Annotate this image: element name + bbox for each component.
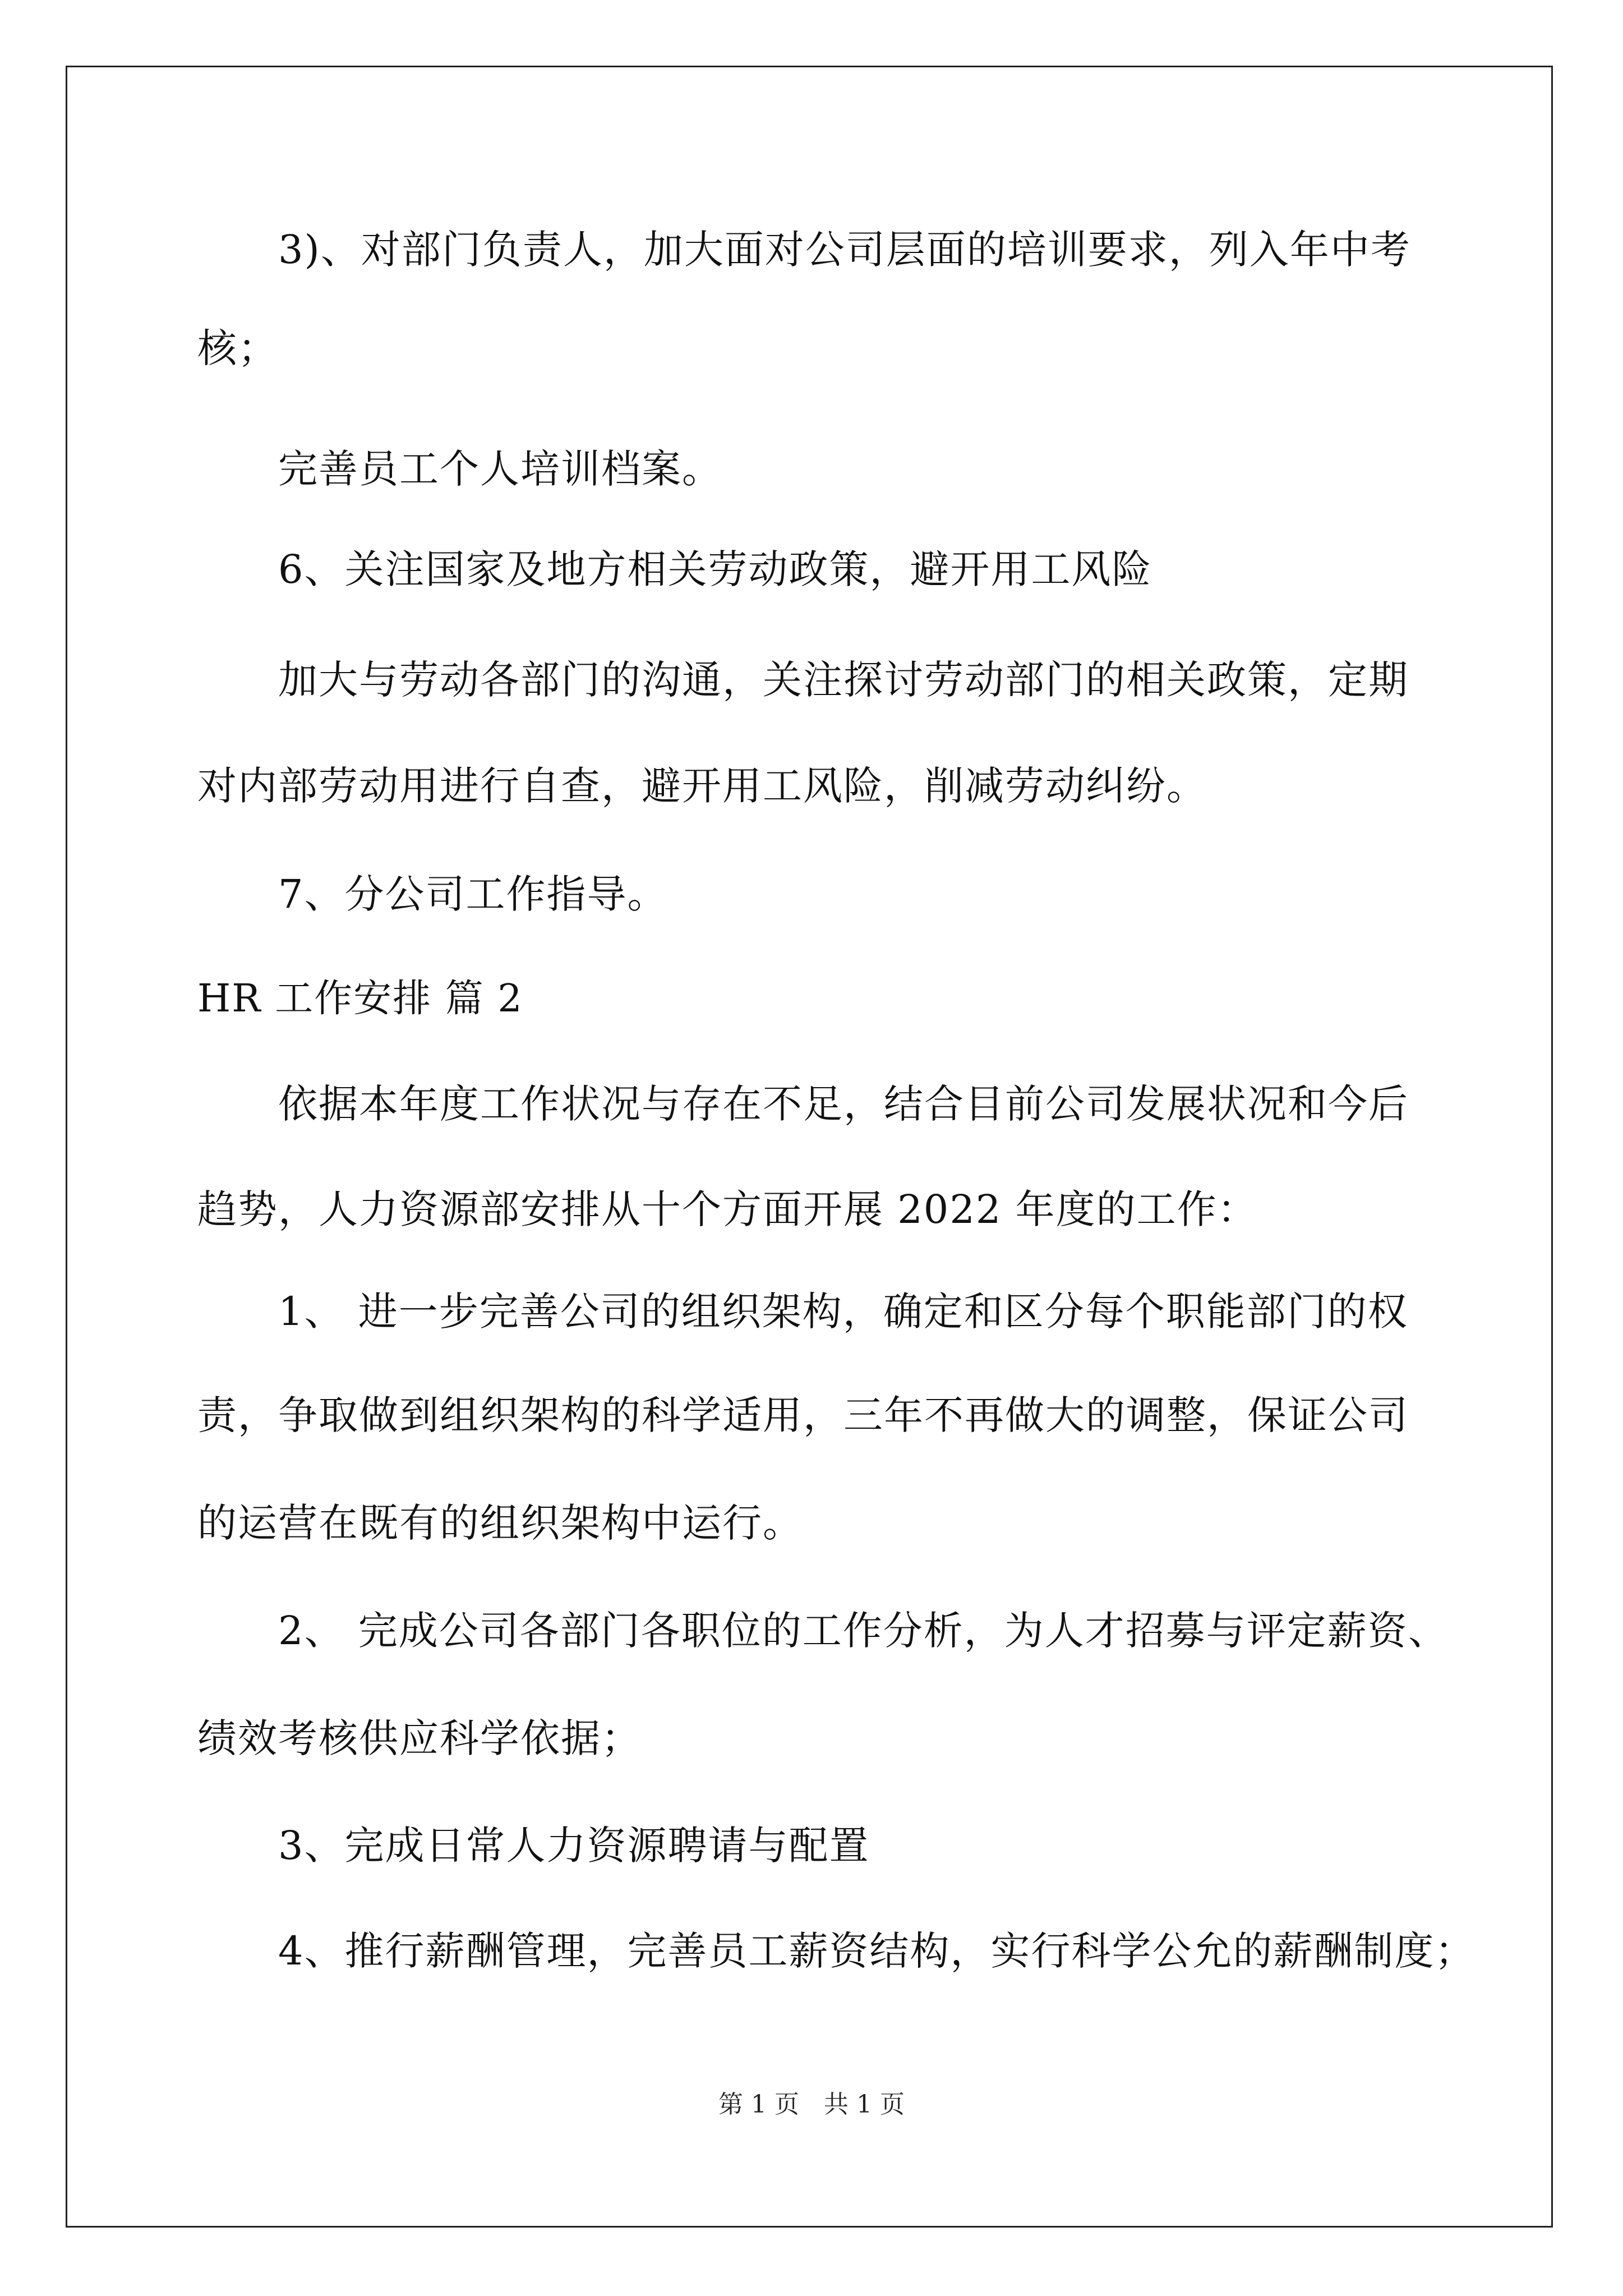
page-border: [66, 66, 1553, 2228]
paragraph-line: 4、推行薪酬管理，完善员工薪资结构，实行科学公允的薪酬制度；: [278, 1928, 1476, 1974]
paragraph-line: 3、完成日常人力资源聘请与配置: [278, 1823, 870, 1869]
paragraph-line: 绩效考核供应科学依据；: [197, 1715, 642, 1761]
paragraph-line: 3)、对部门负责人，加大面对公司层面的培训要求，列入年中考: [278, 227, 1411, 273]
document-title: HR 工作安排 篇 2: [197, 977, 523, 1021]
paragraph-line: 1、 进一步完善公司的组织架构，确定和区分每个职能部门的权: [278, 1289, 1408, 1335]
section-heading: 7、分公司工作指导。: [278, 871, 668, 917]
paragraph-line: 2、 完成公司各部门各职位的工作分析，为人才招募与评定薪资、: [278, 1608, 1449, 1654]
paragraph-line: 加大与劳动各部门的沟通，关注探讨劳动部门的相关政策，定期: [278, 657, 1409, 703]
paragraph-line: 的运营在既有的组织架构中运行。: [197, 1500, 803, 1546]
paragraph-line: 责，争取做到组织架构的科学适用，三年不再做大的调整，保证公司: [197, 1392, 1409, 1438]
paragraph-line: 完善员工个人培训档案。: [278, 446, 722, 492]
paragraph-line: 依据本年度工作状况与存在不足，结合目前公司发展状况和今后: [278, 1081, 1409, 1127]
paragraph-line: 趋势，人力资源部安排从十个方面开展 2022 年度的工作：: [197, 1186, 1258, 1232]
page-footer: 第 1 页 共 1 页: [718, 2090, 905, 2119]
paragraph-line: 对内部劳动用进行自查，避开用工风险，削减劳动纠纷。: [197, 763, 1207, 809]
paragraph-line: 核；: [197, 325, 278, 371]
section-heading: 6、关注国家及地方相关劳动政策，避开用工风险: [278, 546, 1152, 592]
